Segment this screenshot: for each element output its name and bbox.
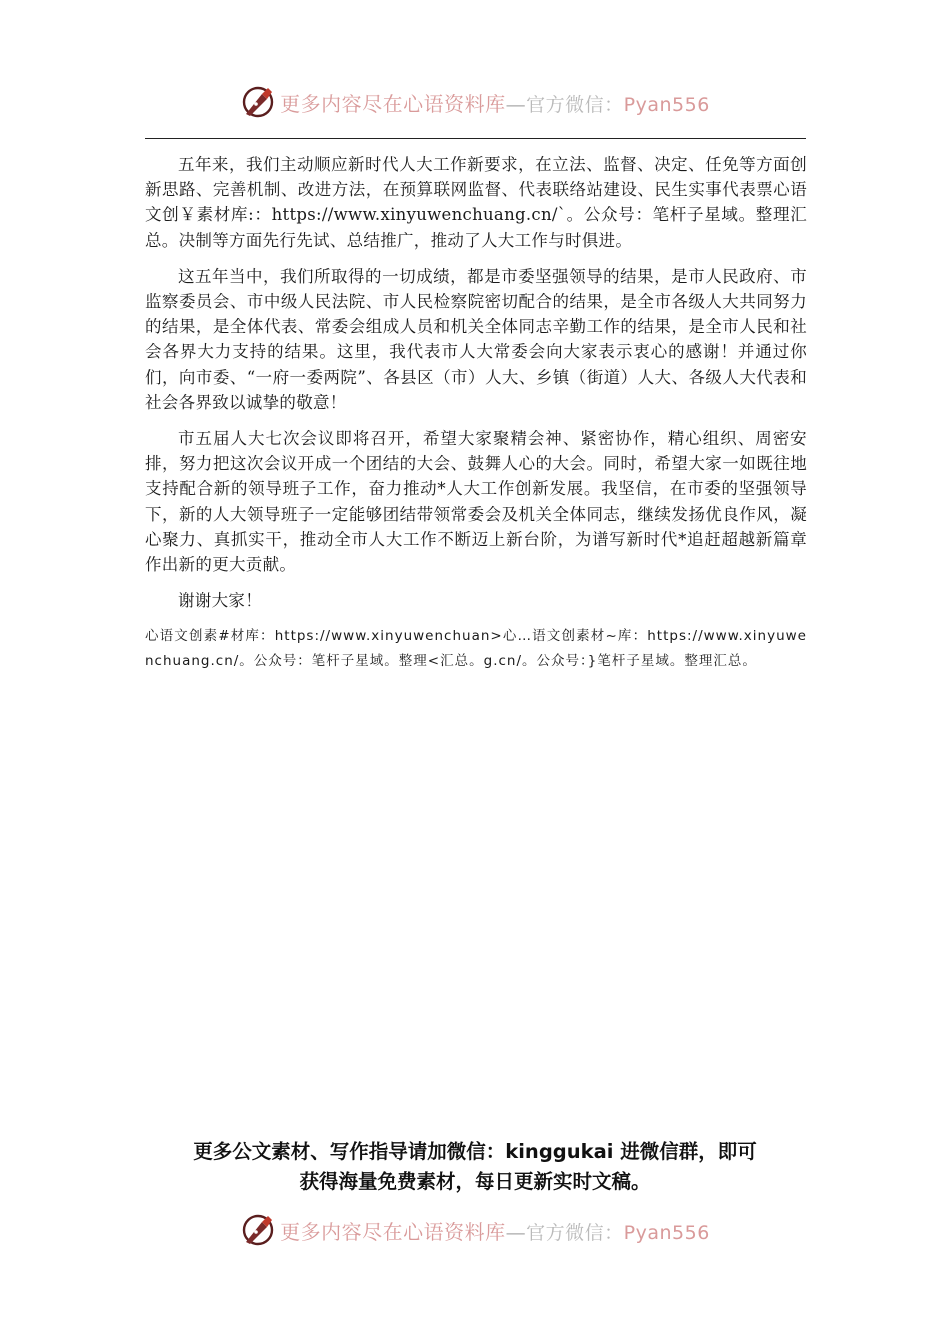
header-banner-text bbox=[280, 88, 710, 117]
pen-nib-logo-icon bbox=[240, 84, 276, 120]
footer-banner-text bbox=[280, 1216, 710, 1245]
header-divider bbox=[145, 138, 806, 139]
paragraph-1: 五年来，我们主动顺应新时代人大工作新要求，在立法、监督、决定、任免等方面创新思路、完善机制、改进方法，在预算联网监督、代表联络站建设、民生实事代表票心语文创￥素材库:：https://www.xinyuwenchuang.cn/`。公众号：笔杆子星域。整理汇总。决制等方面先行先试、总结推广，推动了人大工作与时俱进。 bbox=[145, 155, 807, 250]
header-separator: — bbox=[505, 91, 527, 116]
header-site-name: 更多内容尽在心语资料库 bbox=[280, 91, 506, 116]
paragraph-2: 这五年当中，我们所取得的一切成绩，都是市委坚强领导的结果，是市人民政府、市监察委员会、市中级人民法院、市人民检察院密切配合的结果，是全市各级人大共同努力的结果，是全体代表、常委会组成人员和机关全体同志辛勤工作的结果，是全市人民和社会各界大力支持的结果。这里，我代表市人大常委会向大家表示衷心的感谢！并通过你们，向市委、“一府一委两院”、各县区（市）人大、乡镇（街道）人大、各级人大代表和社会各界致以诚挚的敬意！ bbox=[145, 266, 807, 412]
document-body bbox=[145, 152, 807, 674]
header-wechat-label: 官方微信： bbox=[526, 93, 624, 116]
header-banner bbox=[0, 82, 950, 122]
footer-cta-line-2: 获得海量免费素材，每日更新实时文稿。 bbox=[299, 1170, 651, 1193]
footer-wechat-label: 官方微信： bbox=[526, 1221, 624, 1244]
footer-cta-line-1: 更多公文素材、写作指导请加微信：kinggukai 进微信群，即可 bbox=[193, 1140, 757, 1163]
pen-nib-logo-icon bbox=[240, 1212, 276, 1248]
header-wechat-id: Pyan556 bbox=[623, 93, 710, 116]
paragraph-3: 市五届人大七次会议即将召开，希望大家聚精会神、紧密协作，精心组织、周密安排，努力把这次会议开成一个团结的大会、鼓舞人心的大会。同时，希望大家一如既往地支持配合新的领导班子工作，奋力推动*人大工作创新发展。我坚信，在市委的坚强领导下，新的人大领导班子一定能够团结带领常委会及机关全体同志，继续发扬优良作风，凝心聚力、真抓实干，推动全市人大工作不断迈上新台阶，为谱写新时代*追赶超越新篇章作出新的更大贡献。 bbox=[145, 429, 807, 575]
watermark-note: 心语文创素#材库：https://www.xinyuwenchuan>心…语文创素材~库：https://www.xinyuwenchuang.cn/。公众号：笔杆子星域。整理<汇总。g.cn/。公众号：}笔杆子星域。整理汇总。 bbox=[145, 628, 807, 670]
footer-wechat-id: Pyan556 bbox=[623, 1221, 710, 1244]
footer-banner bbox=[0, 1210, 950, 1250]
footer-site-name: 更多内容尽在心语资料库 bbox=[280, 1219, 506, 1244]
paragraph-4: 谢谢大家！ bbox=[178, 591, 262, 611]
footer-cta bbox=[120, 1137, 830, 1197]
footer-separator: — bbox=[505, 1219, 527, 1244]
